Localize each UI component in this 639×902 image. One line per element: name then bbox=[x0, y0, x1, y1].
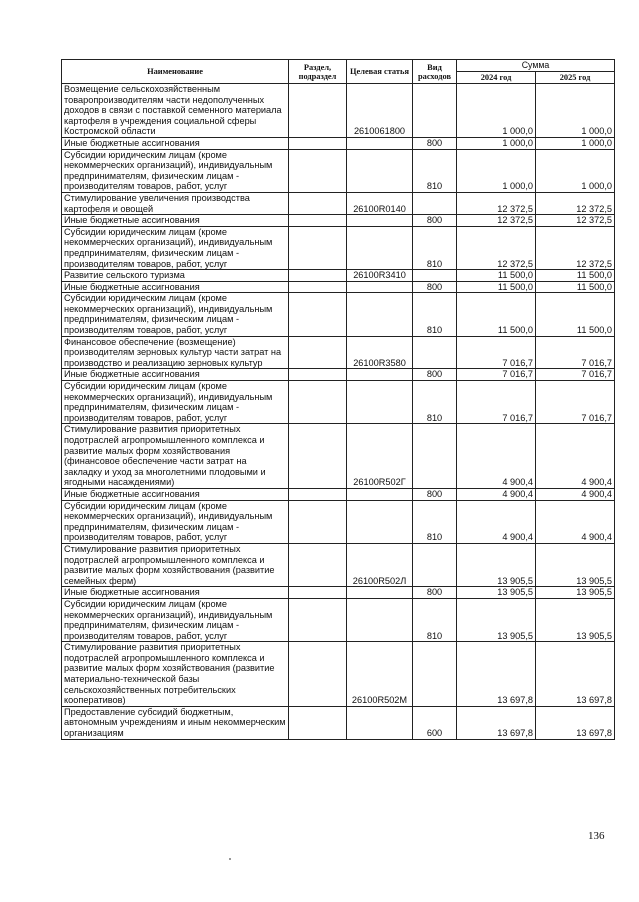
cell-target-article: 26100R3580 bbox=[347, 336, 413, 369]
table-row bbox=[62, 543, 615, 586]
cell-section bbox=[289, 500, 347, 543]
cell-sum-2024: 12 372,5 bbox=[457, 215, 536, 227]
table-row bbox=[62, 369, 615, 381]
cell-section bbox=[289, 424, 347, 489]
cell-sum-2024: 11 500,0 bbox=[457, 270, 536, 282]
scan-speck bbox=[229, 858, 231, 860]
cell-name: Предоставление субсидий бюджетным, автономным учреждениям и иным некоммерческим организациям bbox=[62, 706, 289, 739]
table-row bbox=[62, 226, 615, 269]
cell-expense-type bbox=[413, 84, 457, 138]
cell-target-article bbox=[347, 215, 413, 227]
cell-sum-2025: 11 500,0 bbox=[536, 293, 615, 336]
cell-sum-2025: 4 900,4 bbox=[536, 500, 615, 543]
table-row bbox=[62, 642, 615, 707]
cell-sum-2025: 11 500,0 bbox=[536, 281, 615, 293]
cell-expense-type: 810 bbox=[413, 500, 457, 543]
cell-name: Стимулирование развития приоритетных подотраслей агропромышленного комплекса и развитие малых форм хозяйствования (развитие семейных ферм) bbox=[62, 543, 289, 586]
cell-target-article: 2610061800 bbox=[347, 84, 413, 138]
cell-name: Субсидии юридическим лицам (кроме некоммерческих организаций), индивидуальным предпринимателям, физическим лицам - производителям товаров, работ, услуг bbox=[62, 293, 289, 336]
cell-sum-2024: 4 900,4 bbox=[457, 488, 536, 500]
cell-expense-type: 810 bbox=[413, 226, 457, 269]
cell-sum-2024: 1 000,0 bbox=[457, 84, 536, 138]
cell-expense-type: 800 bbox=[413, 488, 457, 500]
table-row bbox=[62, 587, 615, 599]
cell-target-article bbox=[347, 587, 413, 599]
table-row bbox=[62, 281, 615, 293]
cell-sum-2025: 13 697,8 bbox=[536, 706, 615, 739]
budget-table bbox=[61, 59, 615, 740]
cell-sum-2024: 7 016,7 bbox=[457, 336, 536, 369]
table-row bbox=[62, 706, 615, 739]
cell-sum-2025: 4 900,4 bbox=[536, 488, 615, 500]
cell-section bbox=[289, 369, 347, 381]
cell-name: Субсидии юридическим лицам (кроме некоммерческих организаций), индивидуальным предпринимателям, физическим лицам - производителям товаров, работ, услуг bbox=[62, 598, 289, 641]
cell-sum-2024: 13 697,8 bbox=[457, 642, 536, 707]
table-row bbox=[62, 84, 615, 138]
cell-sum-2025: 13 905,5 bbox=[536, 587, 615, 599]
cell-section bbox=[289, 488, 347, 500]
cell-section bbox=[289, 149, 347, 192]
cell-name: Финансовое обеспечение (возмещение) производителям зерновых культур части затрат на производство и реализацию зерновых культур bbox=[62, 336, 289, 369]
cell-expense-type: 800 bbox=[413, 369, 457, 381]
cell-expense-type bbox=[413, 336, 457, 369]
cell-target-article bbox=[347, 293, 413, 336]
table-row bbox=[62, 381, 615, 424]
cell-expense-type bbox=[413, 192, 457, 214]
cell-sum-2024: 11 500,0 bbox=[457, 281, 536, 293]
cell-target-article: 26100R502М bbox=[347, 642, 413, 707]
cell-target-article: 26100R0140 bbox=[347, 192, 413, 214]
table-row bbox=[62, 336, 615, 369]
cell-target-article: 26100R502Г bbox=[347, 424, 413, 489]
cell-target-article bbox=[347, 149, 413, 192]
cell-name: Субсидии юридическим лицам (кроме некоммерческих организаций), индивидуальным предпринимателям, физическим лицам - производителям товаров, работ, услуг bbox=[62, 500, 289, 543]
header-name: Наименование bbox=[62, 60, 289, 84]
cell-sum-2024: 12 372,5 bbox=[457, 192, 536, 214]
cell-name: Стимулирование увеличения производства картофеля и овощей bbox=[62, 192, 289, 214]
cell-name: Возмещение сельскохозяйственным товаропроизводителям части недополученных доходов в связи с поставкой семенного материала картофеля в учреждения социальной сферы Костромской области bbox=[62, 84, 289, 138]
cell-sum-2025: 4 900,4 bbox=[536, 424, 615, 489]
table-header bbox=[62, 60, 615, 84]
header-target-article: Целевая статья bbox=[347, 60, 413, 84]
cell-section bbox=[289, 706, 347, 739]
cell-expense-type bbox=[413, 424, 457, 489]
cell-target-article: 26100R502Л bbox=[347, 543, 413, 586]
cell-expense-type bbox=[413, 270, 457, 282]
cell-section bbox=[289, 543, 347, 586]
table-body bbox=[62, 84, 615, 740]
cell-sum-2025: 13 905,5 bbox=[536, 543, 615, 586]
cell-expense-type: 800 bbox=[413, 587, 457, 599]
cell-sum-2024: 7 016,7 bbox=[457, 381, 536, 424]
table-row bbox=[62, 149, 615, 192]
cell-section bbox=[289, 293, 347, 336]
cell-sum-2024: 11 500,0 bbox=[457, 293, 536, 336]
table-row bbox=[62, 424, 615, 489]
cell-sum-2024: 13 905,5 bbox=[457, 587, 536, 599]
cell-name: Иные бюджетные ассигнования bbox=[62, 215, 289, 227]
cell-expense-type bbox=[413, 543, 457, 586]
cell-target-article bbox=[347, 706, 413, 739]
cell-sum-2025: 7 016,7 bbox=[536, 381, 615, 424]
cell-expense-type: 810 bbox=[413, 598, 457, 641]
cell-sum-2024: 1 000,0 bbox=[457, 137, 536, 149]
cell-name: Стимулирование развития приоритетных подотраслей агропромышленного комплекса и развитие малых форм хозяйствования (финансовое обеспечение части затрат на закладку и уход за многолетними плодовыми и ягодными насаждениями) bbox=[62, 424, 289, 489]
cell-expense-type: 800 bbox=[413, 215, 457, 227]
table-row bbox=[62, 500, 615, 543]
table-row bbox=[62, 137, 615, 149]
cell-sum-2025: 7 016,7 bbox=[536, 369, 615, 381]
cell-sum-2025: 13 697,8 bbox=[536, 642, 615, 707]
cell-section bbox=[289, 281, 347, 293]
cell-target-article bbox=[347, 226, 413, 269]
table-row bbox=[62, 293, 615, 336]
cell-name: Субсидии юридическим лицам (кроме некоммерческих организаций), индивидуальным предпринимателям, физическим лицам - производителям товаров, работ, услуг bbox=[62, 226, 289, 269]
cell-target-article: 26100R3410 bbox=[347, 270, 413, 282]
cell-name: Иные бюджетные ассигнования bbox=[62, 369, 289, 381]
cell-sum-2024: 4 900,4 bbox=[457, 424, 536, 489]
cell-sum-2024: 13 697,8 bbox=[457, 706, 536, 739]
cell-section bbox=[289, 270, 347, 282]
cell-sum-2024: 7 016,7 bbox=[457, 369, 536, 381]
cell-section bbox=[289, 137, 347, 149]
cell-sum-2025: 1 000,0 bbox=[536, 84, 615, 138]
cell-sum-2024: 4 900,4 bbox=[457, 500, 536, 543]
cell-sum-2025: 11 500,0 bbox=[536, 270, 615, 282]
header-sum: Сумма bbox=[457, 60, 615, 72]
table-row bbox=[62, 270, 615, 282]
table-row bbox=[62, 215, 615, 227]
cell-name: Субсидии юридическим лицам (кроме некоммерческих организаций), индивидуальным предпринимателям, физическим лицам - производителям товаров, работ, услуг bbox=[62, 149, 289, 192]
cell-section bbox=[289, 336, 347, 369]
cell-sum-2025: 13 905,5 bbox=[536, 598, 615, 641]
cell-target-article bbox=[347, 137, 413, 149]
cell-sum-2025: 12 372,5 bbox=[536, 226, 615, 269]
cell-target-article bbox=[347, 500, 413, 543]
cell-expense-type: 810 bbox=[413, 293, 457, 336]
cell-section bbox=[289, 84, 347, 138]
table-row bbox=[62, 598, 615, 641]
page-number: 136 bbox=[588, 830, 605, 842]
cell-sum-2024: 1 000,0 bbox=[457, 149, 536, 192]
cell-expense-type: 600 bbox=[413, 706, 457, 739]
cell-sum-2025: 7 016,7 bbox=[536, 336, 615, 369]
header-year-2025: 2025 год bbox=[536, 72, 615, 84]
cell-target-article bbox=[347, 488, 413, 500]
header-section: Раздел, подраздел bbox=[289, 60, 347, 84]
cell-sum-2024: 13 905,5 bbox=[457, 543, 536, 586]
cell-name: Иные бюджетные ассигнования bbox=[62, 281, 289, 293]
cell-sum-2025: 1 000,0 bbox=[536, 149, 615, 192]
cell-name: Стимулирование развития приоритетных подотраслей агропромышленного комплекса и развитие малых форм хозяйствования (развитие материально-технической базы сельскохозяйственных потребительских кооперативов) bbox=[62, 642, 289, 707]
table-row bbox=[62, 488, 615, 500]
cell-section bbox=[289, 192, 347, 214]
cell-sum-2025: 12 372,5 bbox=[536, 192, 615, 214]
cell-section bbox=[289, 642, 347, 707]
cell-sum-2025: 1 000,0 bbox=[536, 137, 615, 149]
cell-target-article bbox=[347, 598, 413, 641]
cell-section bbox=[289, 587, 347, 599]
cell-sum-2025: 12 372,5 bbox=[536, 215, 615, 227]
cell-name: Развитие сельского туризма bbox=[62, 270, 289, 282]
header-expense-type: Вид расходов bbox=[413, 60, 457, 84]
cell-sum-2024: 12 372,5 bbox=[457, 226, 536, 269]
cell-section bbox=[289, 215, 347, 227]
cell-expense-type bbox=[413, 642, 457, 707]
cell-expense-type: 800 bbox=[413, 137, 457, 149]
table-row bbox=[62, 192, 615, 214]
cell-expense-type: 800 bbox=[413, 281, 457, 293]
cell-target-article bbox=[347, 369, 413, 381]
header-year-2024: 2024 год bbox=[457, 72, 536, 84]
cell-expense-type: 810 bbox=[413, 381, 457, 424]
cell-target-article bbox=[347, 381, 413, 424]
cell-name: Иные бюджетные ассигнования bbox=[62, 587, 289, 599]
cell-expense-type: 810 bbox=[413, 149, 457, 192]
cell-name: Субсидии юридическим лицам (кроме некоммерческих организаций), индивидуальным предпринимателям, физическим лицам - производителям товаров, работ, услуг bbox=[62, 381, 289, 424]
cell-sum-2024: 13 905,5 bbox=[457, 598, 536, 641]
cell-section bbox=[289, 381, 347, 424]
cell-section bbox=[289, 598, 347, 641]
cell-name: Иные бюджетные ассигнования bbox=[62, 488, 289, 500]
cell-section bbox=[289, 226, 347, 269]
cell-target-article bbox=[347, 281, 413, 293]
cell-name: Иные бюджетные ассигнования bbox=[62, 137, 289, 149]
